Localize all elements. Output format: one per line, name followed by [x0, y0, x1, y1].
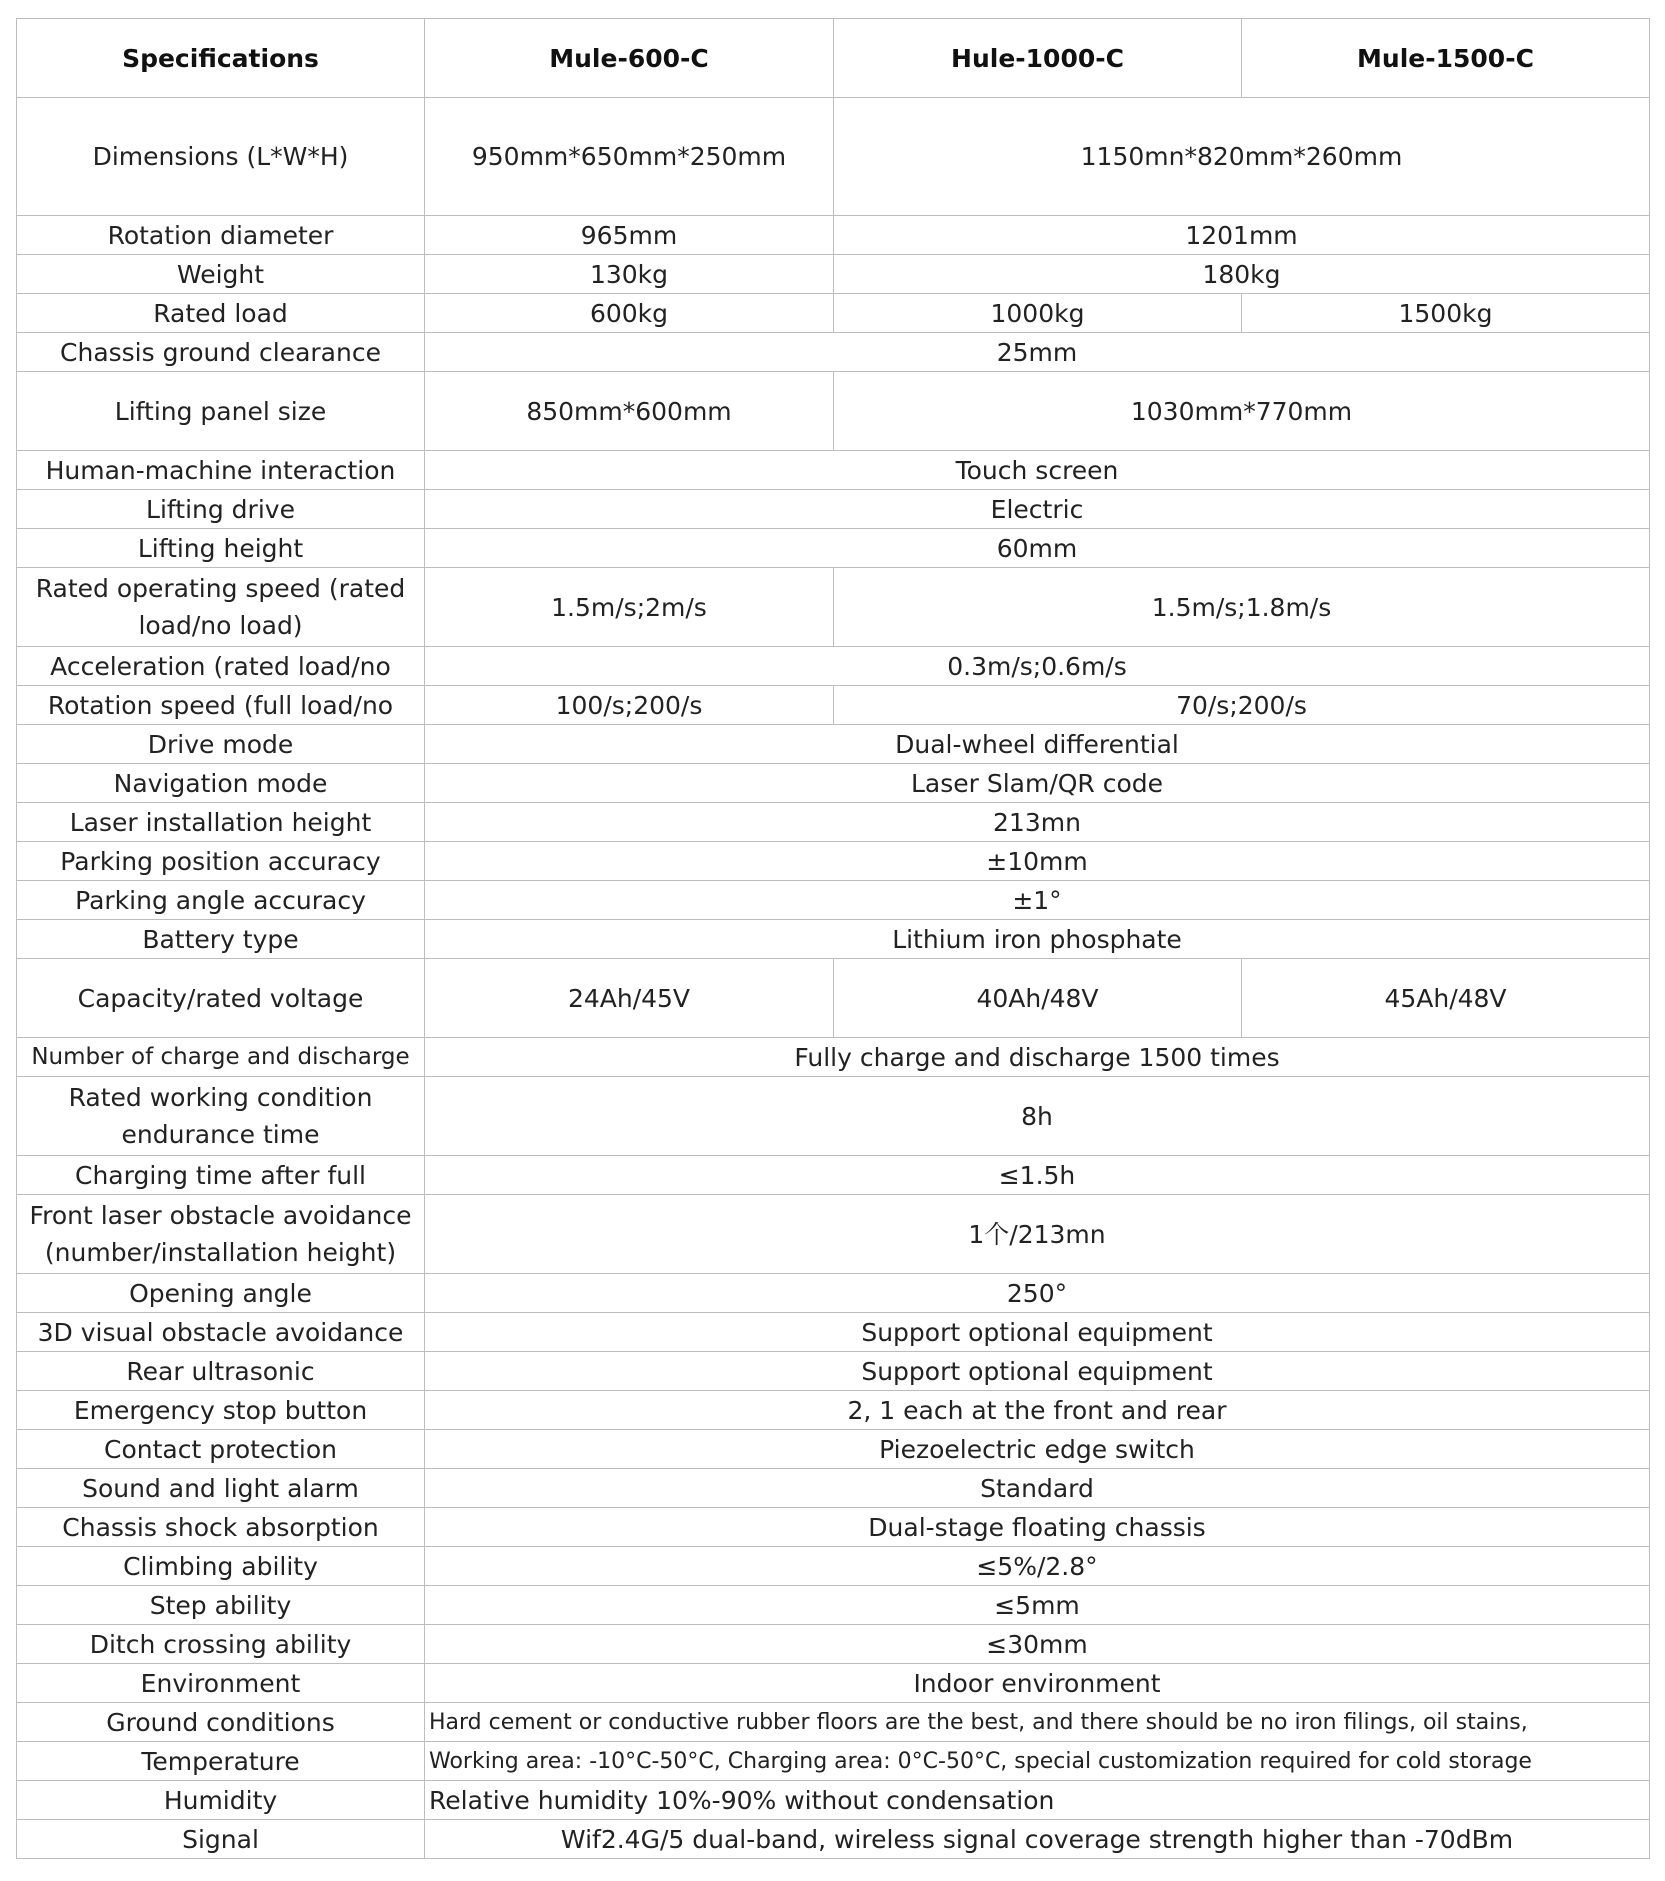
spec-table	[16, 18, 1650, 1859]
value-navigation-mode: Laser Slam/QR code	[425, 764, 1650, 803]
value-capacity-600: 24Ah/45V	[425, 959, 834, 1038]
label-opening-angle: Opening angle	[17, 1274, 425, 1313]
value-rotation-diameter-600: 965mm	[425, 216, 834, 255]
value-endurance: 8h	[425, 1077, 1650, 1156]
value-rotation-diameter-1000-1500: 1201mm	[834, 216, 1650, 255]
value-rear-ultrasonic: Support optional equipment	[425, 1352, 1650, 1391]
header-model-1000: Hule-1000-C	[834, 19, 1242, 98]
label-weight: Weight	[17, 255, 425, 294]
header-model-1500: Mule-1500-C	[1242, 19, 1650, 98]
value-ground-clearance: 25mm	[425, 333, 1650, 372]
value-ditch: ≤30mm	[425, 1625, 1650, 1664]
label-rear-ultrasonic: Rear ultrasonic	[17, 1352, 425, 1391]
row-rotation-speed	[17, 686, 1650, 725]
value-front-laser: 1个/213mn	[425, 1195, 1650, 1274]
value-lifting-height: 60mm	[425, 529, 1650, 568]
row-lifting-drive	[17, 490, 1650, 529]
label-lifting-height: Lifting height	[17, 529, 425, 568]
value-lifting-panel-size-600: 850mm*600mm	[425, 372, 834, 451]
value-environment: Indoor environment	[425, 1664, 1650, 1703]
label-hmi: Human-machine interaction	[17, 451, 425, 490]
label-acceleration: Acceleration (rated load/no	[17, 647, 425, 686]
value-lifting-panel-size-1000-1500: 1030mm*770mm	[834, 372, 1650, 451]
value-parking-position: ±10mm	[425, 842, 1650, 881]
value-rated-load-1500: 1500kg	[1242, 294, 1650, 333]
value-parking-angle: ±1°	[425, 881, 1650, 920]
value-charge-cycles: Fully charge and discharge 1500 times	[425, 1038, 1650, 1077]
label-drive-mode: Drive mode	[17, 725, 425, 764]
row-laser-height	[17, 803, 1650, 842]
row-parking-position	[17, 842, 1650, 881]
value-signal: Wif2.4G/5 dual-band, wireless signal coverage strength higher than -70dBm	[425, 1820, 1650, 1859]
row-hmi	[17, 451, 1650, 490]
label-temperature: Temperature	[17, 1742, 425, 1781]
value-capacity-1500: 45Ah/48V	[1242, 959, 1650, 1038]
value-dimensions-600: 950mm*650mm*250mm	[425, 98, 834, 216]
label-parking-angle: Parking angle accuracy	[17, 881, 425, 920]
value-estop: 2, 1 each at the front and rear	[425, 1391, 1650, 1430]
value-lifting-drive: Electric	[425, 490, 1650, 529]
row-rated-load	[17, 294, 1650, 333]
label-navigation-mode: Navigation mode	[17, 764, 425, 803]
header-model-600: Mule-600-C	[425, 19, 834, 98]
row-temperature	[17, 1742, 1650, 1781]
row-battery-type	[17, 920, 1650, 959]
value-rated-load-1000: 1000kg	[834, 294, 1242, 333]
label-operating-speed: Rated operating speed (rated load/no load)	[17, 568, 425, 647]
value-opening-angle: 250°	[425, 1274, 1650, 1313]
row-rear-ultrasonic	[17, 1352, 1650, 1391]
row-ground	[17, 1703, 1650, 1742]
label-laser-height: Laser installation height	[17, 803, 425, 842]
row-signal	[17, 1820, 1650, 1859]
header-row	[17, 19, 1650, 98]
row-ground-clearance	[17, 333, 1650, 372]
label-endurance: Rated working condition endurance time	[17, 1077, 425, 1156]
row-environment	[17, 1664, 1650, 1703]
value-battery-type: Lithium iron phosphate	[425, 920, 1650, 959]
value-capacity-1000: 40Ah/48V	[834, 959, 1242, 1038]
label-step: Step ability	[17, 1586, 425, 1625]
row-weight	[17, 255, 1650, 294]
label-parking-position: Parking position accuracy	[17, 842, 425, 881]
row-opening-angle	[17, 1274, 1650, 1313]
label-shock-absorption: Chassis shock absorption	[17, 1508, 425, 1547]
label-ground-clearance: Chassis ground clearance	[17, 333, 425, 372]
row-navigation-mode	[17, 764, 1650, 803]
row-charging-time	[17, 1156, 1650, 1195]
row-dimensions	[17, 98, 1650, 216]
value-rated-load-600: 600kg	[425, 294, 834, 333]
label-front-laser: Front laser obstacle avoidance (number/installation height)	[17, 1195, 425, 1274]
row-step	[17, 1586, 1650, 1625]
row-alarm	[17, 1469, 1650, 1508]
value-ground: Hard cement or conductive rubber floors are the best, and there should be no iron filings, oil stains,	[425, 1703, 1650, 1742]
label-rotation-speed: Rotation speed (full load/no	[17, 686, 425, 725]
value-drive-mode: Dual-wheel differential	[425, 725, 1650, 764]
label-climbing: Climbing ability	[17, 1547, 425, 1586]
value-shock-absorption: Dual-stage floating chassis	[425, 1508, 1650, 1547]
row-capacity	[17, 959, 1650, 1038]
label-rotation-diameter: Rotation diameter	[17, 216, 425, 255]
label-ditch: Ditch crossing ability	[17, 1625, 425, 1664]
value-visual-3d: Support optional equipment	[425, 1313, 1650, 1352]
label-ground: Ground conditions	[17, 1703, 425, 1742]
row-lifting-height	[17, 529, 1650, 568]
label-estop: Emergency stop button	[17, 1391, 425, 1430]
value-alarm: Standard	[425, 1469, 1650, 1508]
value-operating-speed-600: 1.5m/s;2m/s	[425, 568, 834, 647]
value-rotation-speed-600: 100/s;200/s	[425, 686, 834, 725]
label-dimensions: Dimensions (L*W*H)	[17, 98, 425, 216]
label-signal: Signal	[17, 1820, 425, 1859]
row-estop	[17, 1391, 1650, 1430]
label-humidity: Humidity	[17, 1781, 425, 1820]
value-hmi: Touch screen	[425, 451, 1650, 490]
value-step: ≤5mm	[425, 1586, 1650, 1625]
label-charge-cycles: Number of charge and discharge	[17, 1038, 425, 1077]
row-visual-3d	[17, 1313, 1650, 1352]
label-capacity: Capacity/rated voltage	[17, 959, 425, 1038]
row-climbing	[17, 1547, 1650, 1586]
value-laser-height: 213mn	[425, 803, 1650, 842]
label-rated-load: Rated load	[17, 294, 425, 333]
value-humidity: Relative humidity 10%-90% without condensation	[425, 1781, 1650, 1820]
label-lifting-drive: Lifting drive	[17, 490, 425, 529]
label-contact-protection: Contact protection	[17, 1430, 425, 1469]
label-battery-type: Battery type	[17, 920, 425, 959]
row-shock-absorption	[17, 1508, 1650, 1547]
row-contact-protection	[17, 1430, 1650, 1469]
value-charging-time: ≤1.5h	[425, 1156, 1650, 1195]
row-acceleration	[17, 647, 1650, 686]
value-weight-600: 130kg	[425, 255, 834, 294]
row-parking-angle	[17, 881, 1650, 920]
row-drive-mode	[17, 725, 1650, 764]
label-charging-time: Charging time after full	[17, 1156, 425, 1195]
value-climbing: ≤5%/2.8°	[425, 1547, 1650, 1586]
row-humidity	[17, 1781, 1650, 1820]
label-lifting-panel-size: Lifting panel size	[17, 372, 425, 451]
row-front-laser	[17, 1195, 1650, 1274]
label-environment: Environment	[17, 1664, 425, 1703]
value-operating-speed-1000-1500: 1.5m/s;1.8m/s	[834, 568, 1650, 647]
row-rotation-diameter	[17, 216, 1650, 255]
row-ditch	[17, 1625, 1650, 1664]
label-alarm: Sound and light alarm	[17, 1469, 425, 1508]
value-temperature: Working area: -10°C-50°C, Charging area: 0°C-50°C, special customization required for cold storage	[425, 1742, 1650, 1781]
row-operating-speed	[17, 568, 1650, 647]
header-specifications: Specifications	[17, 19, 425, 98]
row-endurance	[17, 1077, 1650, 1156]
value-rotation-speed-1000-1500: 70/s;200/s	[834, 686, 1650, 725]
row-lifting-panel-size	[17, 372, 1650, 451]
value-weight-1000-1500: 180kg	[834, 255, 1650, 294]
label-visual-3d: 3D visual obstacle avoidance	[17, 1313, 425, 1352]
value-acceleration: 0.3m/s;0.6m/s	[425, 647, 1650, 686]
value-contact-protection: Piezoelectric edge switch	[425, 1430, 1650, 1469]
value-dimensions-1000-1500: 1150mn*820mm*260mm	[834, 98, 1650, 216]
row-charge-cycles	[17, 1038, 1650, 1077]
